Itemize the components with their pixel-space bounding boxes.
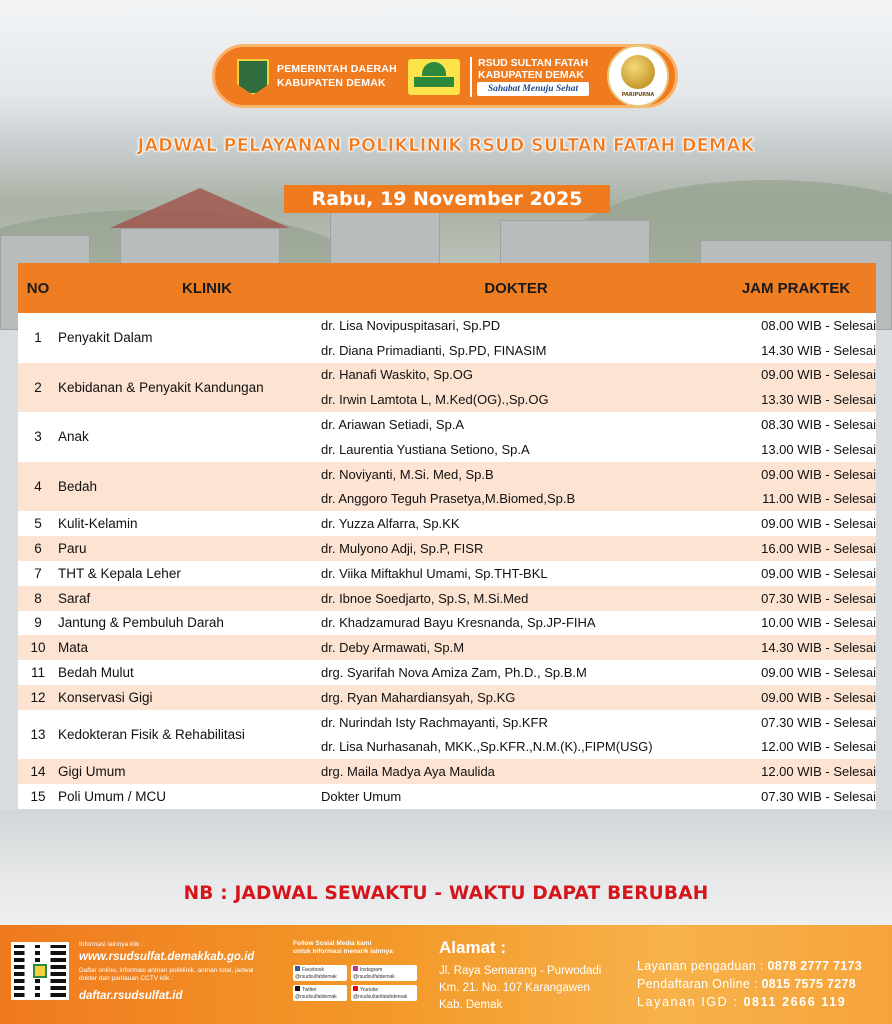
row-klinik: Kebidanan & Penyakit Kandungan xyxy=(58,379,264,395)
row-jam: 14.30 WIB - Selesai xyxy=(761,640,876,656)
twitter-link[interactable]: Twitter @rsudsulfatdemak xyxy=(293,985,347,1001)
row-jam: 08.30 WIB - Selesai xyxy=(761,417,876,433)
qr-code-icon[interactable] xyxy=(11,942,69,1000)
row-no: 9 xyxy=(34,615,42,631)
row-jam: 09.00 WIB - Selesai xyxy=(761,665,876,681)
youtube-icon xyxy=(353,986,358,991)
header-divider xyxy=(470,57,472,97)
row-jam: 13.00 WIB - Selesai xyxy=(761,441,876,457)
row-dokter: dr. Khadzamurad Bayu Kresnanda, Sp.JP-FIHA xyxy=(321,615,596,631)
table-row xyxy=(18,363,876,413)
facebook-icon xyxy=(295,966,300,971)
row-dokter: Dokter Umum xyxy=(321,789,402,805)
row-dokter: dr. Ariawan Setiadi, Sp.A xyxy=(321,417,465,433)
row-no: 13 xyxy=(30,727,46,743)
row-klinik: Poli Umum / MCU xyxy=(58,789,167,805)
row-jam: 07.30 WIB - Selesai xyxy=(761,714,876,730)
row-jam: 07.30 WIB - Selesai xyxy=(761,789,876,805)
row-no: 1 xyxy=(34,330,42,346)
row-no: 4 xyxy=(34,479,42,495)
table-body xyxy=(18,313,876,809)
pemda-label: PEMERINTAH DAERAH KABUPATEN DEMAK xyxy=(277,63,397,89)
doctor-line xyxy=(321,536,876,561)
row-dokter: dr. Nurindah Isty Rachmayanti, Sp.KFR xyxy=(321,714,548,730)
table-row xyxy=(18,710,876,760)
row-klinik: Saraf xyxy=(58,590,91,606)
doctor-line xyxy=(321,784,876,809)
layanan-pendaftaran: Pendaftaran Online : 0815 7575 7278 xyxy=(637,977,857,991)
table-header xyxy=(18,263,876,313)
doctor-line xyxy=(321,487,876,512)
row-no: 14 xyxy=(30,764,46,780)
table-row xyxy=(18,536,876,561)
row-klinik: THT & Kepala Leher xyxy=(58,565,181,581)
doctor-line xyxy=(321,412,876,437)
doctor-line xyxy=(321,586,876,611)
row-klinik: Gigi Umum xyxy=(58,764,126,780)
row-dokter: dr. Hanafi Waskito, Sp.OG xyxy=(321,367,473,383)
doctor-line xyxy=(321,363,876,388)
row-jam: 12.00 WIB - Selesai xyxy=(761,764,876,780)
row-klinik: Jantung & Pembuluh Darah xyxy=(58,615,224,631)
twitter-icon xyxy=(295,986,300,991)
header-klinik: KLINIK xyxy=(182,279,232,297)
row-dokter: dr. Mulyono Adji, Sp.P, FISR xyxy=(321,541,484,557)
alamat-text: Jl. Raya Semarang - Purwodadi Km. 21. No. 107 Karangawen Kab. Demak xyxy=(439,965,602,1011)
table-row xyxy=(18,685,876,710)
row-dokter: dr. Lisa Novipuspitasari, Sp.PD xyxy=(321,317,501,333)
doctor-line xyxy=(321,387,876,412)
doctor-line xyxy=(321,462,876,487)
layanan-pengaduan: Layanan pengaduan : 0878 2777 7173 xyxy=(637,959,863,973)
row-klinik: Konservasi Gigi xyxy=(58,689,153,705)
row-dokter: dr. Noviyanti, M.Si. Med, Sp.B xyxy=(321,466,494,482)
doctor-line xyxy=(321,611,876,636)
row-jam: 12.00 WIB - Selesai xyxy=(761,739,876,755)
row-klinik: Kedokteran Fisik & Rehabilitasi xyxy=(58,727,245,743)
row-no: 10 xyxy=(30,640,46,656)
row-jam: 16.00 WIB - Selesai xyxy=(761,541,876,557)
table-row xyxy=(18,611,876,636)
row-jam: 09.00 WIB - Selesai xyxy=(761,516,876,532)
schedule-note: NB : JADWAL SEWAKTU - WAKTU DAPAT BERUBAH xyxy=(183,883,709,904)
layanan-igd: Layanan IGD : 0811 2666 119 xyxy=(637,995,847,1009)
row-no: 6 xyxy=(34,541,42,557)
facebook-link[interactable]: Facebook @rsudsulfatdemak xyxy=(293,965,347,981)
row-dokter: dr. Yuzza Alfarra, Sp.KK xyxy=(321,516,460,532)
row-jam: 07.30 WIB - Selesai xyxy=(761,590,876,606)
row-jam: 09.00 WIB - Selesai xyxy=(761,466,876,482)
row-klinik: Bedah xyxy=(58,479,98,495)
row-klinik: Mata xyxy=(58,640,89,656)
doctor-line xyxy=(321,511,876,536)
row-jam: 10.00 WIB - Selesai xyxy=(761,615,876,631)
row-jam: 08.00 WIB - Selesai xyxy=(761,317,876,333)
doctor-line xyxy=(321,759,876,784)
table-row xyxy=(18,586,876,611)
row-no: 11 xyxy=(30,665,45,681)
row-dokter: drg. Syarifah Nova Amiza Zam, Ph.D., Sp.B.M xyxy=(321,665,587,681)
doctor-line xyxy=(321,313,876,338)
doctor-line xyxy=(321,660,876,685)
doctor-line xyxy=(321,561,876,586)
doctor-line xyxy=(321,685,876,710)
rsud-logo-icon xyxy=(408,59,460,95)
row-dokter: dr. Deby Armawati, Sp.M xyxy=(321,640,465,656)
row-no: 12 xyxy=(30,689,46,705)
row-jam: 09.00 WIB - Selesai xyxy=(761,565,876,581)
row-dokter: dr. Irwin Lamtota L, M.Ked(OG).,Sp.OG xyxy=(321,392,549,408)
website-description: Daftar online, informasi antrian poliklinik, antrian total, jadwal dokter dan pantauan CCTV klik : xyxy=(79,967,254,982)
table-row xyxy=(18,561,876,586)
rsud-name: RSUD SULTAN FATAH KABUPATEN DEMAK xyxy=(478,57,589,81)
header-jam: JAM PRAKTEK xyxy=(741,279,851,297)
row-klinik: Anak xyxy=(58,429,89,445)
rsud-tagline: Sahabat Menuju Sehat xyxy=(477,82,589,96)
row-no: 7 xyxy=(34,565,42,581)
row-dokter: drg. Ryan Mahardiansyah, Sp.KG xyxy=(321,689,516,705)
paripurna-badge-icon: PARIPURNA xyxy=(607,45,669,107)
doctor-line xyxy=(321,437,876,462)
row-dokter: dr. Diana Primadianti, Sp.PD, FINASIM xyxy=(321,342,547,358)
row-no: 15 xyxy=(30,789,46,805)
header-banner xyxy=(212,44,678,108)
row-no: 8 xyxy=(34,590,42,606)
row-no: 2 xyxy=(34,379,42,395)
row-klinik: Penyakit Dalam xyxy=(58,330,153,346)
table-row xyxy=(18,511,876,536)
row-dokter: dr. Anggoro Teguh Prasetya,M.Biomed,Sp.B xyxy=(321,491,576,507)
background-lower xyxy=(0,810,892,925)
row-dokter: dr. Viika Miftakhul Umami, Sp.THT-BKL xyxy=(321,565,548,581)
row-no: 3 xyxy=(34,429,42,445)
website-link[interactable]: www.rsudsulfat.demakkab.go.id xyxy=(79,951,255,963)
table-row xyxy=(18,462,876,512)
row-dokter: dr. Lisa Nurhasanah, MKK.,Sp.KFR.,N.M.(K).,FIPM(USG) xyxy=(321,739,653,755)
row-dokter: dr. Ibnoe Soedjarto, Sp.S, M.Si.Med xyxy=(321,590,529,606)
doctor-line xyxy=(321,710,876,735)
schedule-table xyxy=(18,263,876,809)
row-jam: 11.00 WIB - Selesai xyxy=(762,491,876,507)
table-row xyxy=(18,660,876,685)
table-row xyxy=(18,635,876,660)
row-no: 5 xyxy=(34,516,42,532)
table-row xyxy=(18,784,876,809)
header-dokter: DOKTER xyxy=(484,279,548,297)
alamat-title: Alamat : xyxy=(439,938,507,957)
demak-logo-icon xyxy=(237,59,269,95)
row-jam: 13.30 WIB - Selesai xyxy=(761,392,876,408)
row-klinik: Bedah Mulut xyxy=(58,665,134,681)
daftar-link[interactable]: daftar.rsudsulfat.id xyxy=(79,990,183,1002)
table-row xyxy=(18,313,876,363)
row-jam: 09.00 WIB - Selesai xyxy=(761,367,876,383)
row-dokter: drg. Maila Madya Aya Maulida xyxy=(321,764,495,780)
youtube-link[interactable]: Youtube @rsudsultanfatahdemak xyxy=(351,985,417,1001)
row-jam: 09.00 WIB - Selesai xyxy=(761,689,876,705)
table-row xyxy=(18,412,876,462)
row-klinik: Paru xyxy=(58,541,87,557)
doctor-line xyxy=(321,735,876,760)
page-title: JADWAL PELAYANAN POLIKLINIK RSUD SULTAN FATAH DEMAK xyxy=(137,136,755,156)
table-row xyxy=(18,759,876,784)
sosmed-title: Follow Sosial Media kami untuk informasi menarik lainnya xyxy=(293,940,393,955)
doctor-line xyxy=(321,635,876,660)
row-klinik: Kulit-Kelamin xyxy=(58,516,138,532)
instagram-icon xyxy=(353,966,358,971)
header-no: NO xyxy=(26,279,50,297)
doctor-line xyxy=(321,338,876,363)
schedule-date: Rabu, 19 November 2025 xyxy=(284,185,610,213)
info-label: Informasi lainnya klik : xyxy=(79,941,143,948)
row-dokter: dr. Laurentia Yustiana Setiono, Sp.A xyxy=(321,441,530,457)
row-jam: 14.30 WIB - Selesai xyxy=(761,342,876,358)
instagram-link[interactable]: Instagram @rsudsulfatdemak xyxy=(351,965,417,981)
